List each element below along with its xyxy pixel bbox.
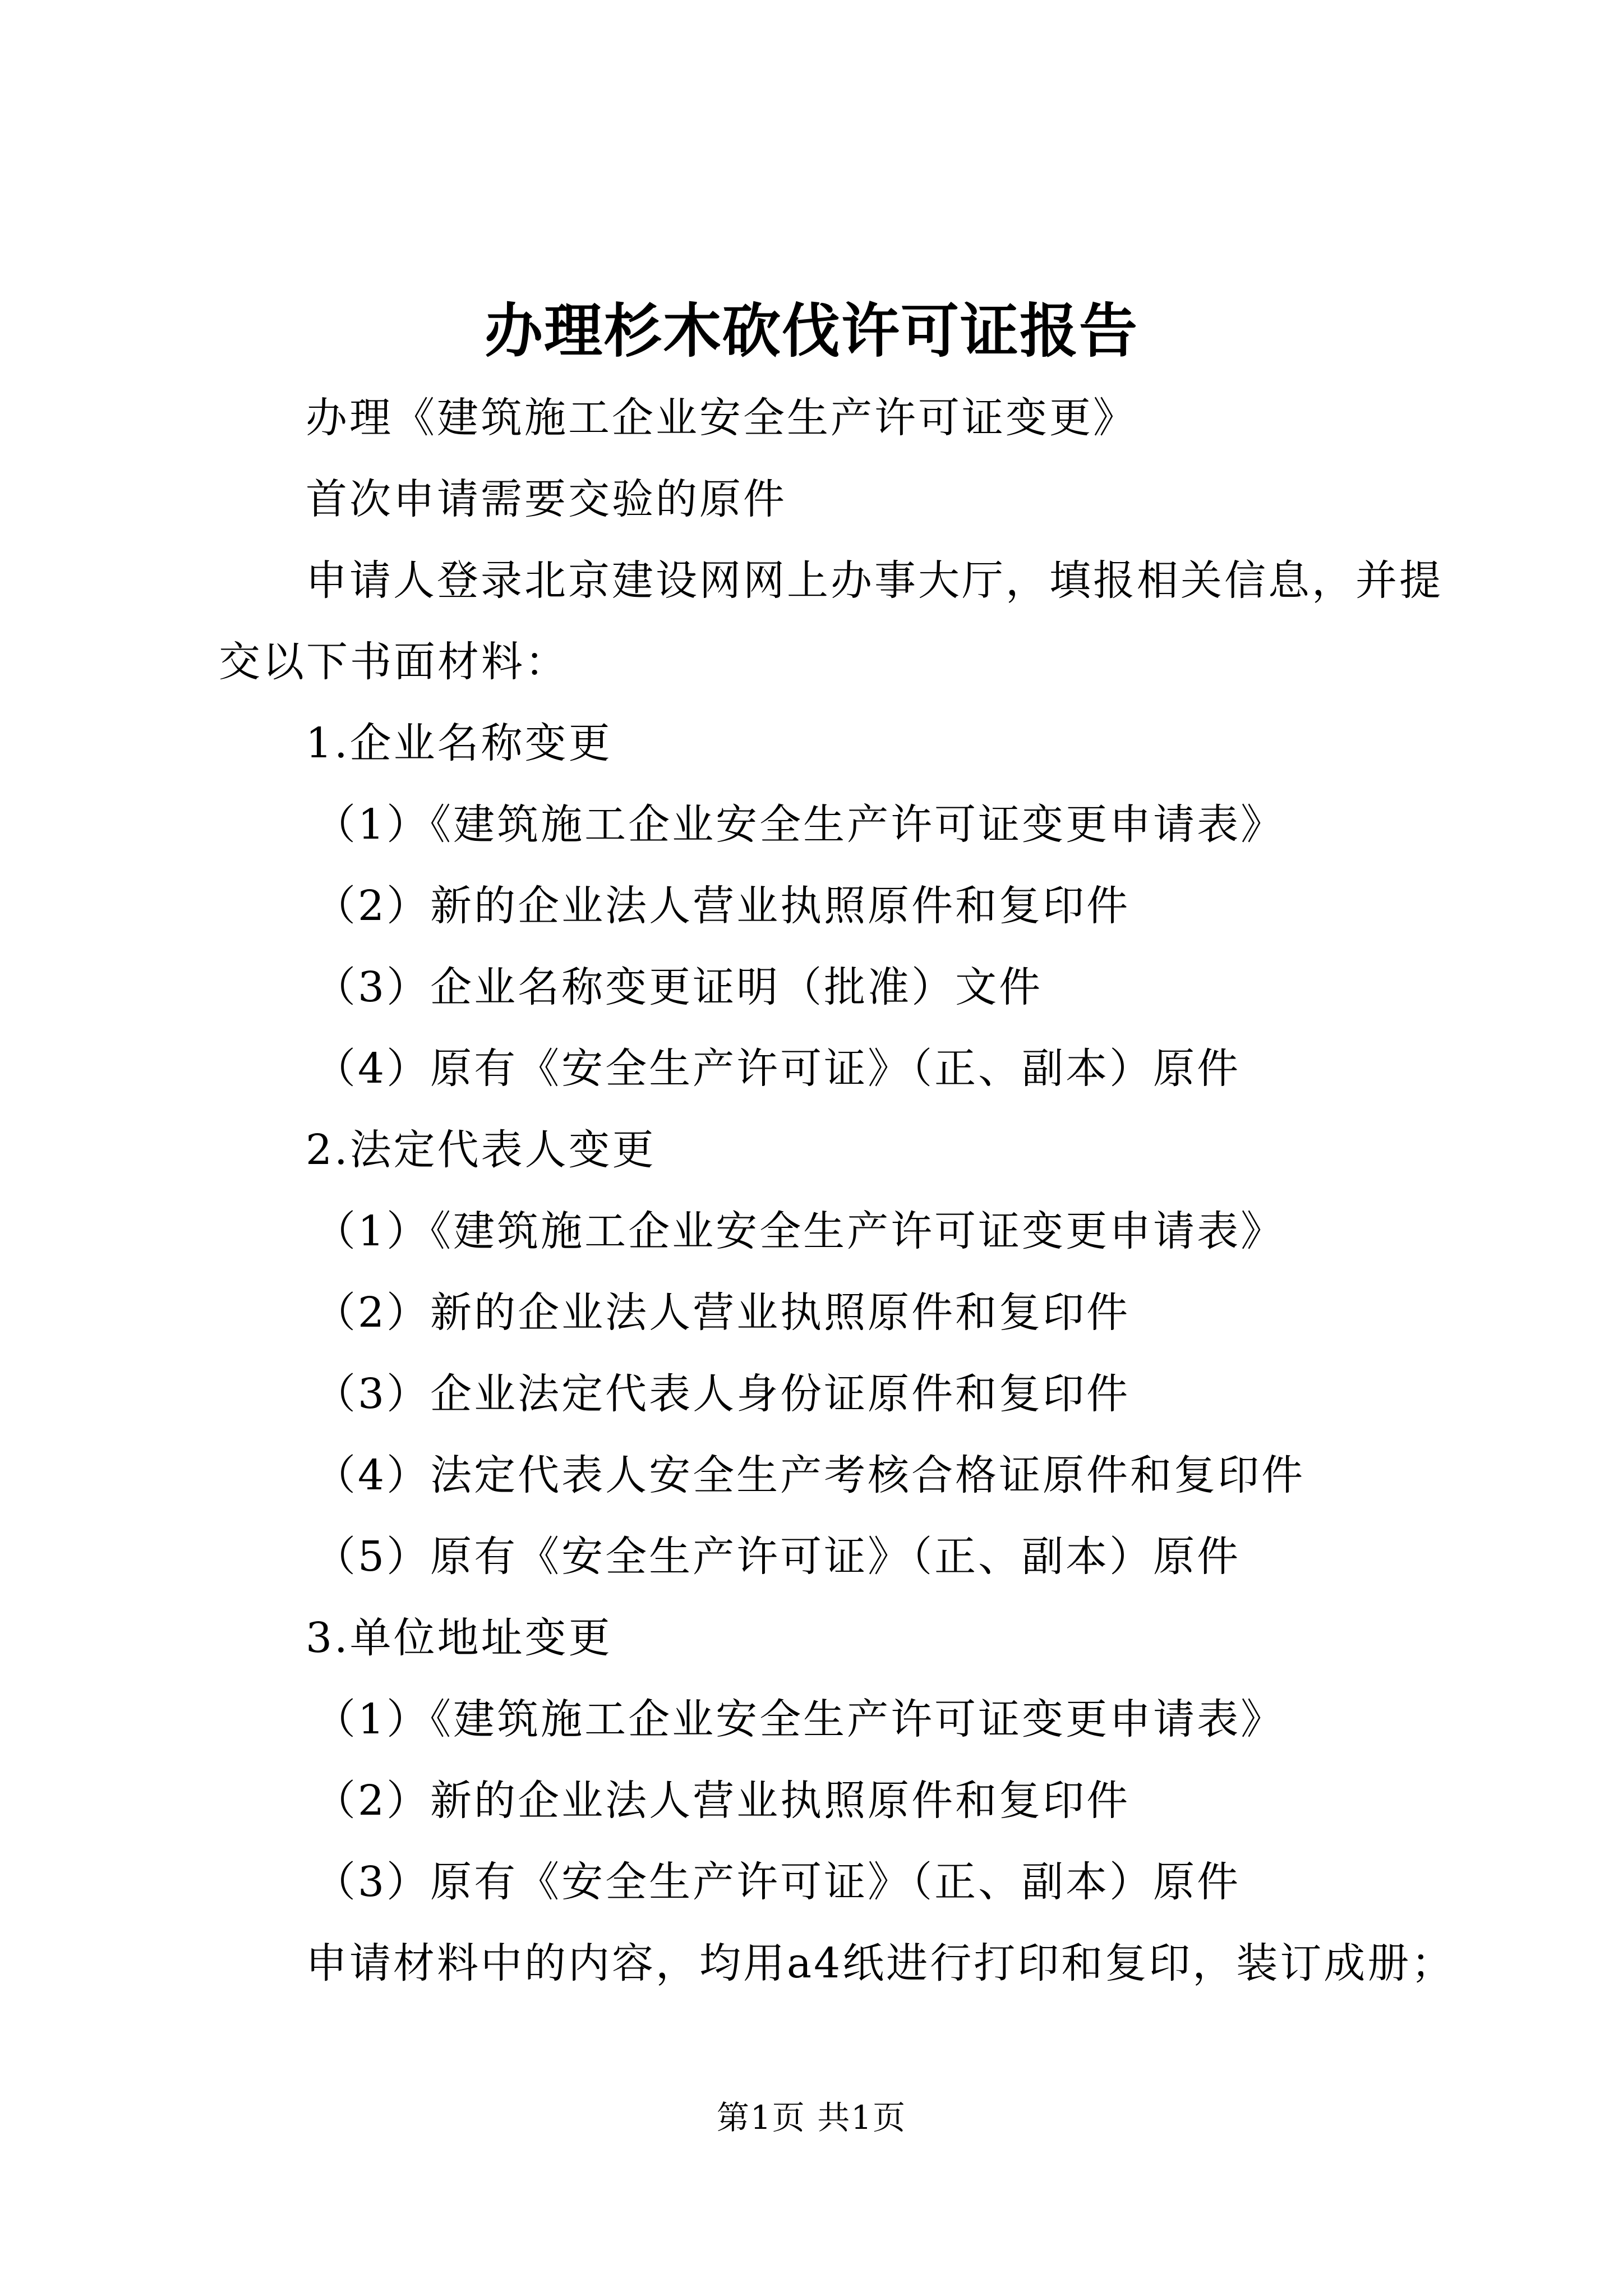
paragraph-line: 交以下书面材料：: [219, 638, 569, 686]
paragraph-line: 首次申请需要交验的原件: [306, 475, 787, 523]
section-heading: 2.法定代表人变更: [306, 1126, 656, 1174]
list-item: （1）《建筑施工企业安全生产许可证变更申请表》: [314, 1207, 1285, 1255]
list-item: （3）原有《安全生产许可证》（正、副本）原件: [314, 1858, 1241, 1906]
list-item: （2）新的企业法人营业执照原件和复印件: [314, 1777, 1131, 1825]
list-item: （3）企业名称变更证明（批准）文件: [314, 963, 1043, 1011]
section-heading: 3.单位地址变更: [306, 1614, 612, 1662]
list-item: （2）新的企业法人营业执照原件和复印件: [314, 1289, 1131, 1337]
paragraph-line: 申请人登录北京建设网网上办事大厅，填报相关信息，并提: [306, 556, 1443, 605]
list-item: （3）企业法定代表人身份证原件和复印件: [314, 1370, 1131, 1418]
list-item: （4）法定代表人安全生产考核合格证原件和复印件: [314, 1451, 1306, 1499]
list-item: （1）《建筑施工企业安全生产许可证变更申请表》: [314, 1695, 1285, 1743]
paragraph-line: 申请材料中的内容，均用a4纸进行打印和复印，装订成册；: [306, 1939, 1455, 1987]
list-item: （2）新的企业法人营业执照原件和复印件: [314, 882, 1131, 930]
paragraph-line: 办理《建筑施工企业安全生产许可证变更》: [306, 394, 1137, 442]
document-title: 办理杉木砍伐许可证报告: [484, 296, 1138, 365]
list-item: （5）原有《安全生产许可证》（正、副本）原件: [314, 1533, 1241, 1581]
page-footer: 第1页 共1页: [716, 2099, 907, 2137]
section-heading: 1.企业名称变更: [306, 719, 612, 767]
list-item: （4）原有《安全生产许可证》（正、副本）原件: [314, 1045, 1241, 1093]
list-item: （1）《建筑施工企业安全生产许可证变更申请表》: [314, 800, 1285, 849]
